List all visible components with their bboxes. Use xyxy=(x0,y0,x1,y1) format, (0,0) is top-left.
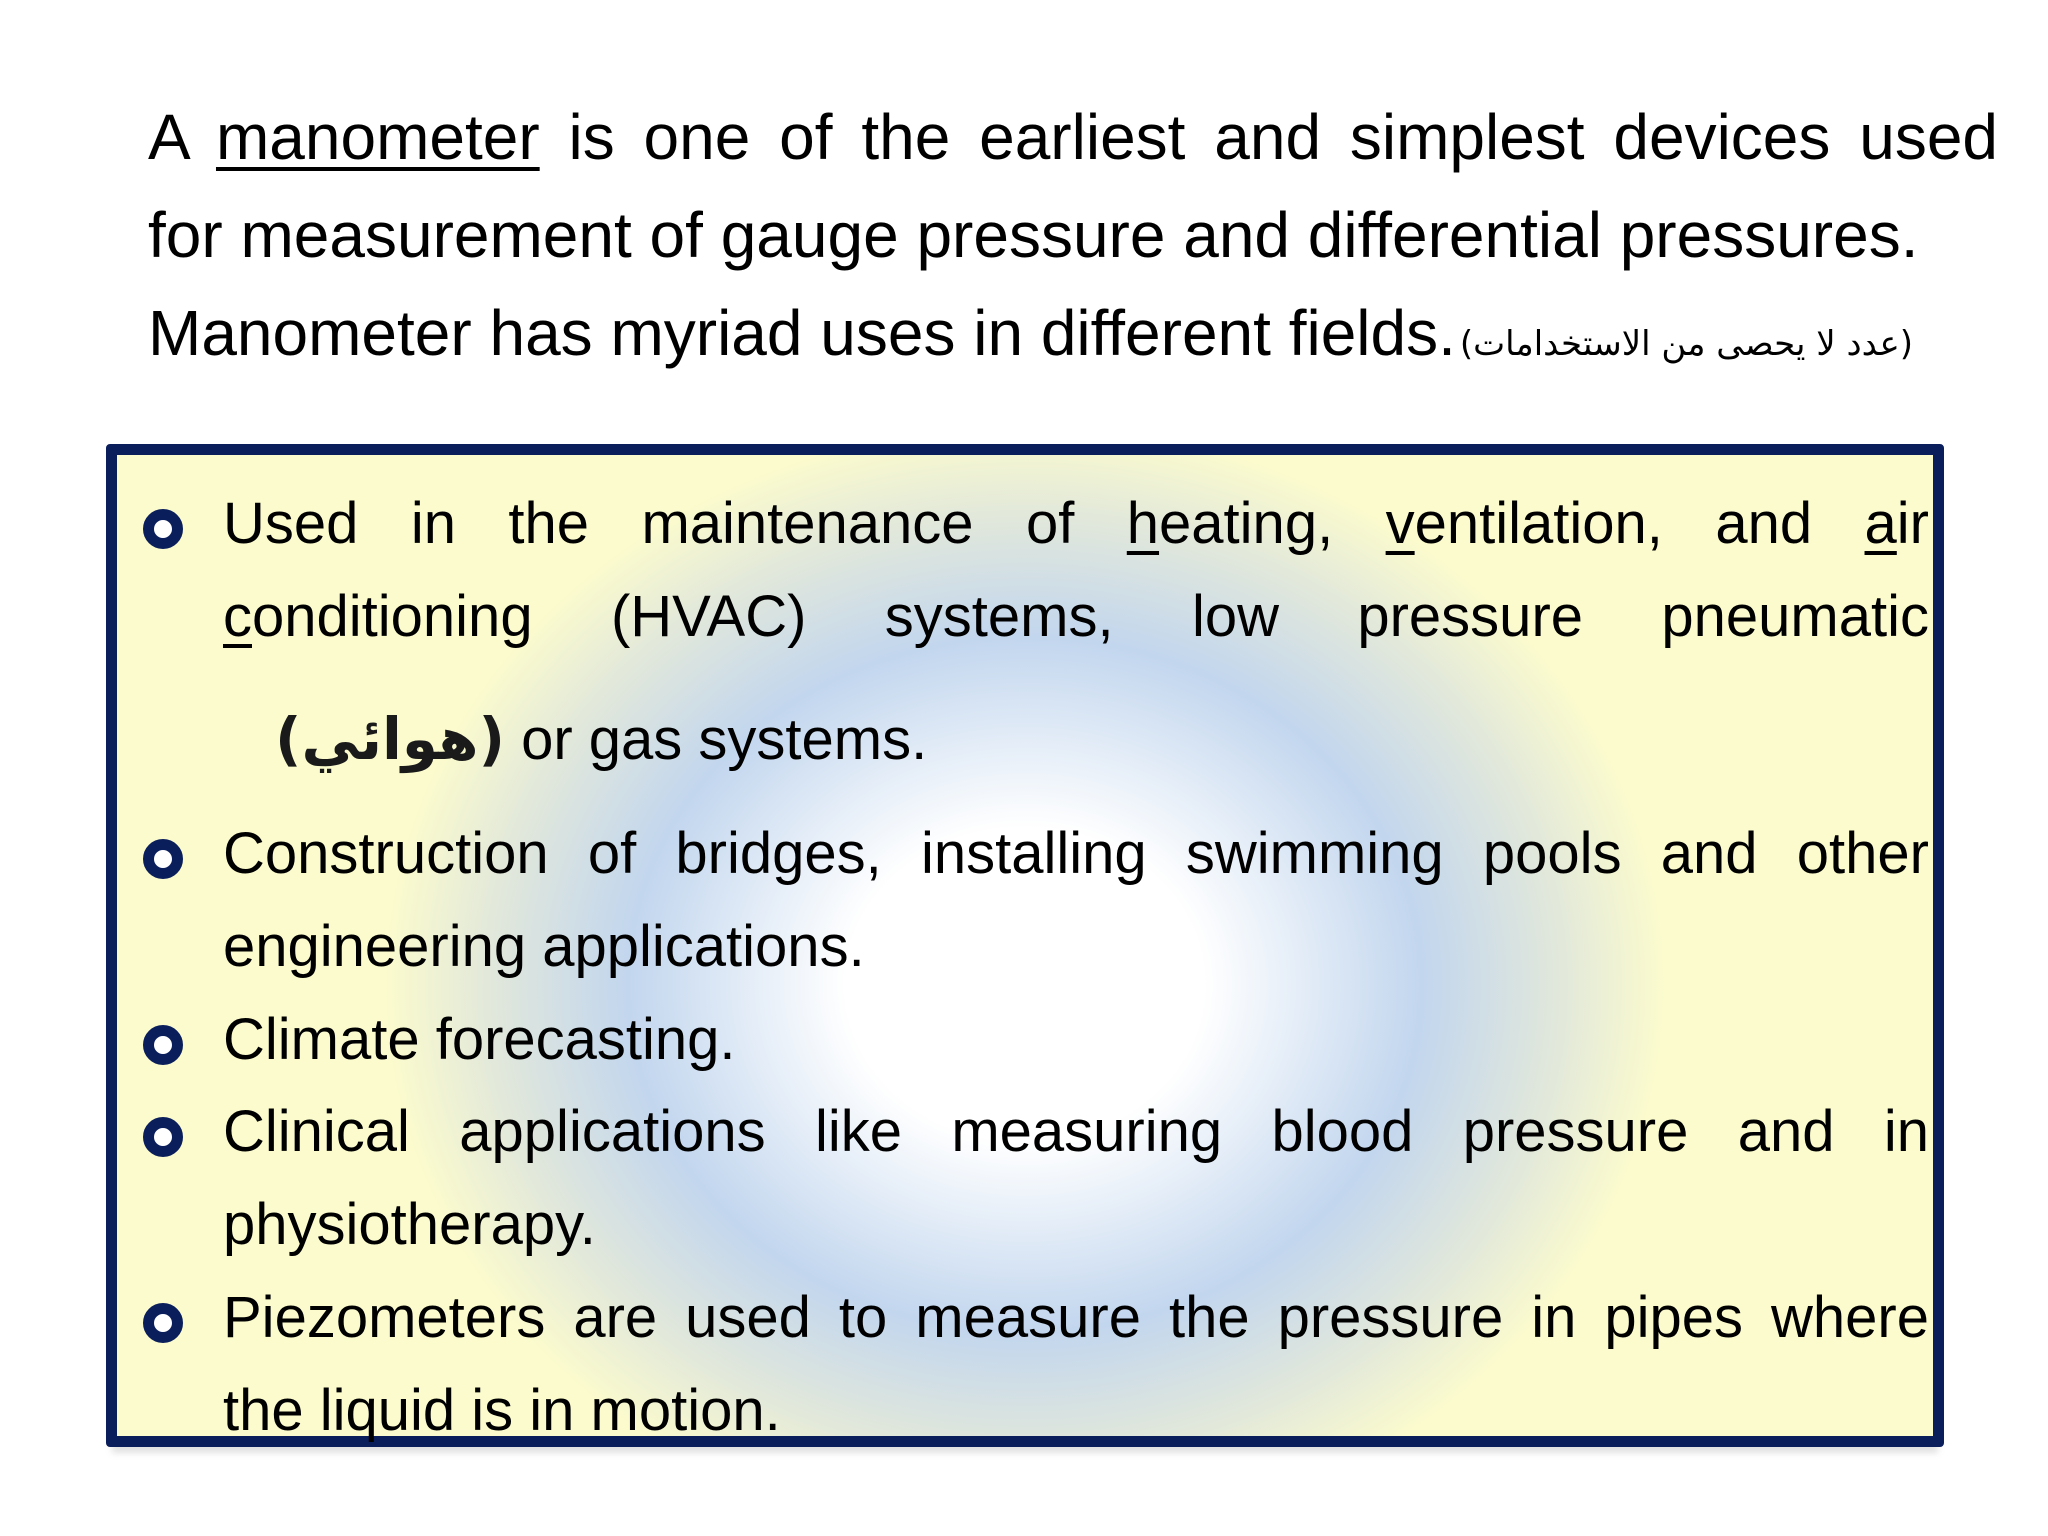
text-run: ir xyxy=(1896,491,1929,556)
intro-text: Manometer has myriad uses in different fields. xyxy=(148,297,1456,369)
intro-line-1 xyxy=(148,88,1998,186)
text-line: Climate forecasting. xyxy=(223,1007,736,1072)
manometer-term: manometer xyxy=(215,101,540,173)
text-line: physiotherapy. xyxy=(223,1192,596,1257)
intro-paragraph xyxy=(148,88,1998,393)
text-line xyxy=(223,693,1929,786)
list-item-text xyxy=(223,993,1929,1086)
acronym-letter-c: c xyxy=(223,584,252,649)
acronym-letter-h: h xyxy=(1126,491,1160,556)
list-item-text xyxy=(223,807,1929,993)
list-item-text xyxy=(223,1085,1929,1271)
text-line: Construction of bridges, installing swimming pools and other xyxy=(223,821,1929,886)
intro-text: A xyxy=(148,101,216,173)
text-line: Piezometers are used to measure the pressure in pipes where xyxy=(223,1285,1929,1350)
ring-bullet-icon xyxy=(143,1303,183,1343)
text-line xyxy=(223,570,1929,663)
text-run: entilation, and xyxy=(1414,491,1865,556)
text-line: engineering applications. xyxy=(223,914,865,979)
text-run: onditioning (HVAC) systems, low pressure pneumatic xyxy=(252,584,1929,649)
ring-bullet-icon xyxy=(143,839,183,879)
list-item-text xyxy=(223,1271,1929,1457)
arabic-translation-note: (عدد لا يحصى من الاستخدامات) xyxy=(1459,324,1914,364)
text-run: Used in the maintenance of xyxy=(223,491,1127,556)
ring-bullet-icon xyxy=(143,1117,183,1157)
text-run: eating, xyxy=(1159,491,1386,556)
acronym-letter-a: a xyxy=(1864,491,1897,556)
ring-bullet-icon xyxy=(143,509,183,549)
text-line: Clinical applications like measuring blood pressure and in xyxy=(223,1099,1929,1164)
intro-line-2: for measurement of gauge pressure and differential pressures. xyxy=(148,199,1919,271)
intro-text: is one of the earliest and simplest devices used xyxy=(539,101,1999,173)
text-line xyxy=(223,477,1929,570)
list-item-text xyxy=(223,477,1929,786)
manometer-uses-box xyxy=(106,444,1944,1447)
ring-bullet-icon xyxy=(143,1025,183,1065)
intro-line-3 xyxy=(148,284,1998,393)
arabic-translation-pneumatic: (هوائي) xyxy=(275,705,505,773)
text-line: the liquid is in motion. xyxy=(223,1378,781,1443)
acronym-letter-v: v xyxy=(1385,491,1415,556)
text-run: or gas systems. xyxy=(504,707,928,772)
